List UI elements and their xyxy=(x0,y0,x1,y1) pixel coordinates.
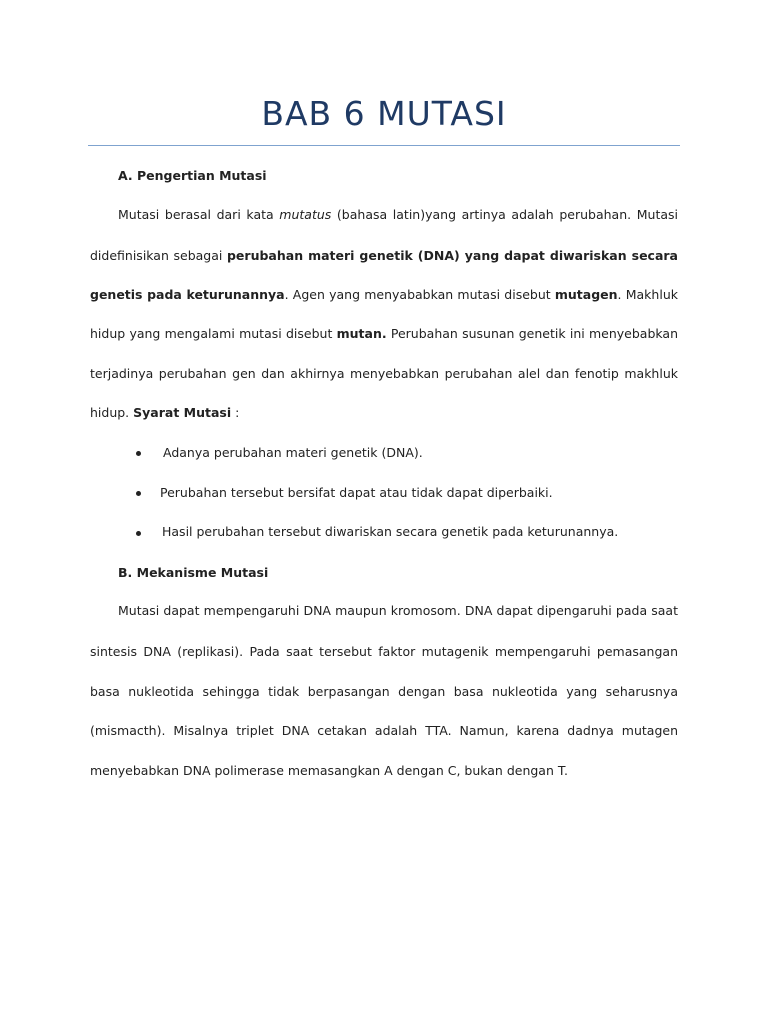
paragraph-a-line-6: hidup. Syarat Mutasi : xyxy=(90,405,240,420)
paragraph-a-line-2: didefinisikan sebagai perubahan materi genetik (DNA) yang dapat diwariskan secara xyxy=(90,248,678,263)
title-underline xyxy=(88,145,680,146)
bullet-dot-2 xyxy=(136,491,141,496)
section-b-heading: B. Mekanisme Mutasi xyxy=(118,565,269,580)
bullet-dot-3 xyxy=(136,531,141,536)
section-a-heading: A. Pengertian Mutasi xyxy=(118,168,267,183)
paragraph-b-line-5: menyebabkan DNA polimerase memasangkan A dengan C, bukan dengan T. xyxy=(90,763,568,778)
paragraph-b-line-3: basa nukleotida sehingga tidak berpasangan dengan basa nukleotida yang seharusnya xyxy=(90,684,678,699)
paragraph-a-line-1: Mutasi berasal dari kata mutatus (bahasa latin)yang artinya adalah perubahan. Mutasi xyxy=(118,207,678,222)
paragraph-b-line-1: Mutasi dapat mempengaruhi DNA maupun kromosom. DNA dapat dipengaruhi pada saat xyxy=(118,603,678,618)
paragraph-a-line-4: hidup yang mengalami mutasi disebut mutan. Perubahan susunan genetik ini menyebabkan xyxy=(90,326,678,341)
bullet-item-3: Hasil perubahan tersebut diwariskan secara genetik pada keturunannya. xyxy=(162,524,619,539)
bullet-item-2: Perubahan tersebut bersifat dapat atau tidak dapat diperbaiki. xyxy=(160,485,553,500)
paragraph-a-line-3: genetis pada keturunannya. Agen yang menyababkan mutasi disebut mutagen. Makhluk xyxy=(90,287,678,302)
paragraph-b-line-2: sintesis DNA (replikasi). Pada saat tersebut faktor mutagenik mempengaruhi pemasangan xyxy=(90,644,678,659)
bullet-item-1: Adanya perubahan materi genetik (DNA). xyxy=(163,445,423,460)
paragraph-b-line-4: (mismacth). Misalnya triplet DNA cetakan adalah TTA. Namun, karena dadnya mutagen xyxy=(90,723,678,738)
page-title: BAB 6 MUTASI xyxy=(261,94,507,133)
paragraph-a-line-5: terjadinya perubahan gen dan akhirnya menyebabkan perubahan alel dan fenotip makhluk xyxy=(90,366,678,381)
bullet-dot-1 xyxy=(136,451,141,456)
